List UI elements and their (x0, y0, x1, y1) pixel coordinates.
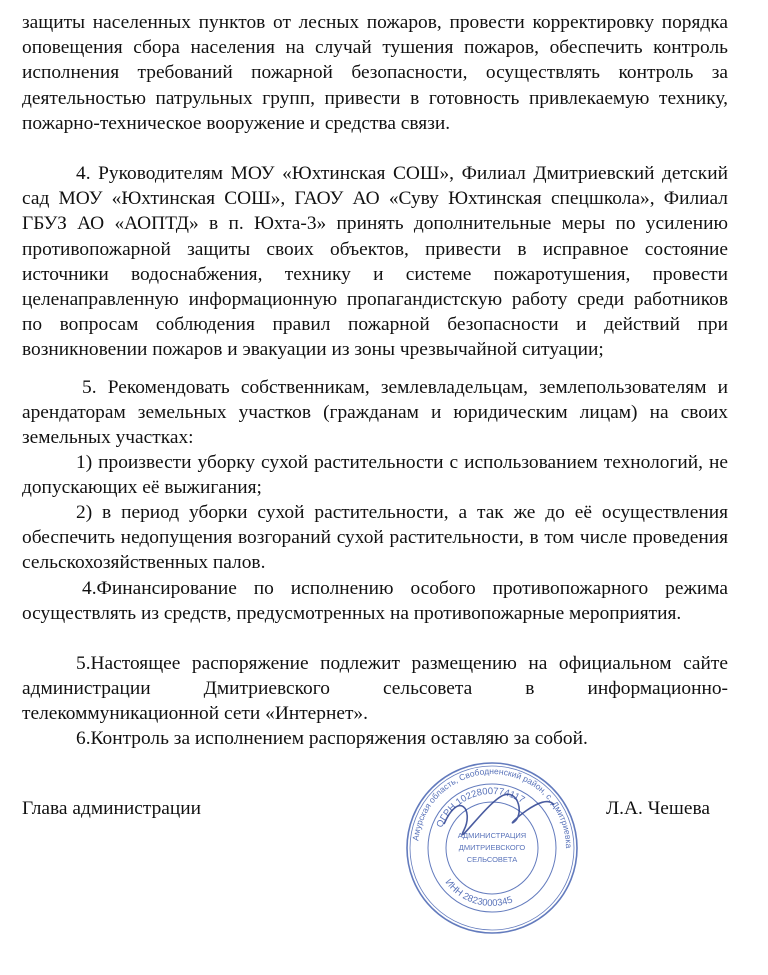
paragraph-item-4-school-heads: 4. Руководителям МОУ «Юхтинская СОШ», Филиал Дмитриевский детский сад МОУ «Юхтинская СОШ», ГАОУ АО «Суву Юхтинская спецшкола», Филиал ГБУЗ АО «АОПТД» в п. Юхта-3» принять дополнительные меры по усилению противопожарной защиты своих объектов, привести в исправное состояние источники водоснабжения, технику и системе пожаротушения, провести целенаправленную информационную пропагандистскую работу среди работников по вопросам соблюдения правил пожарной безопасности и действий при возникновении пожаров и эвакуации из зоны чрезвычайной ситуации; (22, 163, 728, 361)
paragraph-subitem-2: 2) в период уборки сухой растительности, а так же до её осуществления обеспечить недопущения возгораний сухой растительности, в том числе проведения сельскохозяйственных палов. (22, 502, 728, 574)
paragraph-control: 6.Контроль за исполнением распоряжения оставляю за собой. (76, 728, 588, 749)
signature-position: Глава администрации (22, 798, 202, 819)
stamp-inn: ИНН 2823000345 (442, 877, 515, 910)
paragraph-subitem-1: 1) произвести уборку сухой растительности с использованием технологий, не допускающих её выжигания; (22, 452, 728, 499)
official-stamp (404, 760, 580, 936)
paragraph-publication: 5.Настоящее распоряжение подлежит размещению на официальном сайте администрации Дмитриевского сельсовета в информационно-телекоммуникационной сети «Интернет». (22, 653, 728, 725)
paragraph-item-5-recommend: 5. Рекомендовать собственникам, землевладельцам, землепользователям и арендаторам земельных участков (гражданам и юридическим лицам) на своих земельных участках: (22, 377, 728, 449)
stamp-outer-text: Амурская область, Свободненский район, с. Дмитриевка (410, 765, 575, 849)
stamp-ogrn: ОГРН 1022800774117 (434, 785, 527, 830)
stamp-center-line-3: СЕЛЬСОВЕТА (466, 855, 518, 864)
stamp-center-line-1: АДМИНИСТРАЦИЯ (457, 831, 527, 840)
paragraph-fire-protection-measures: защиты населенных пунктов от лесных пожаров, провести корректировку порядка оповещения сбора населения на случай тушения пожаров, обеспечить контроль исполнения требований пожарной безопасности, осуществлять контроль за деятельностью патрульных групп, привести в готовность привлекаемую технику, пожарно-техническое вооружение и средства связи. (22, 12, 728, 134)
signature-name: Л.А. Чешева (606, 798, 710, 819)
stamp-center-line-2: ДМИТРИЕВСКОГО (458, 843, 526, 852)
paragraph-financing: 4.Финансирование по исполнению особого противопожарного режима осуществлять из средств, предусмотренных на противопожарные мероприятия. (22, 578, 728, 625)
